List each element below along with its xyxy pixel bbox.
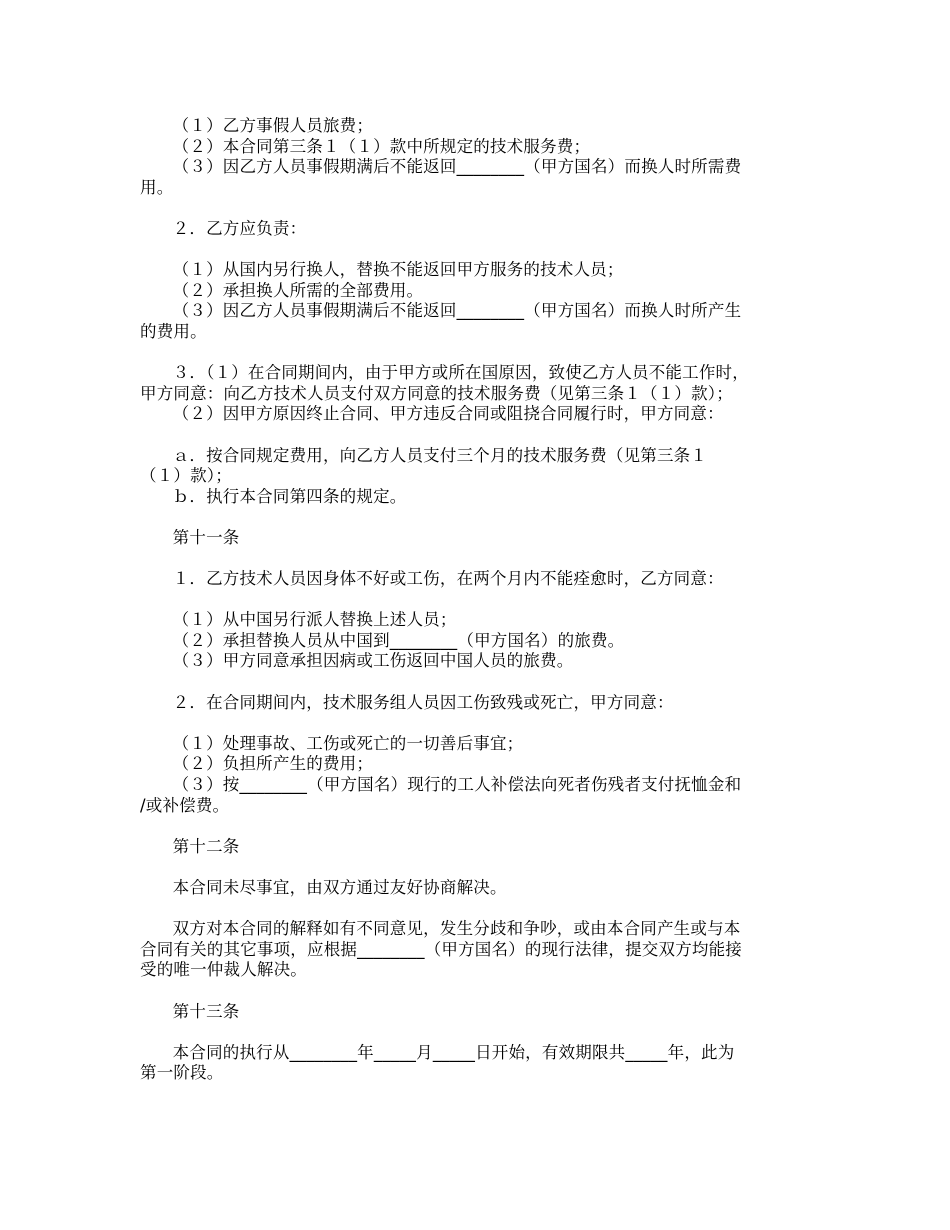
text-line: （３）按________（甲方国名）现行的工人补偿法向死者伤残者支付抚恤金和 xyxy=(140,775,742,794)
text-line: ３．（１）在合同期间内，由于甲方或所在国原因，致使乙方人员不能工作时， xyxy=(140,363,749,383)
text-line: ２．在合同期间内，技术服务组人员因工伤致残或死亡，甲方同意： xyxy=(140,692,674,712)
blank-line xyxy=(140,240,820,261)
section-heading: 第十三条 xyxy=(140,1001,240,1021)
text-line: 双方对本合同的解释如有不同意见，发生分歧和争吵，或由本合同产生或与本 xyxy=(140,919,741,939)
contract-text-body xyxy=(140,116,820,1084)
text-line: 受的唯一仲裁人解决。 xyxy=(140,960,307,980)
blank-line xyxy=(140,548,820,569)
text-line: （２）因甲方原因终止合同、甲方违反合同或阻挠合同履行时，甲方同意： xyxy=(140,404,724,424)
text-line: （２）承担换人所需的全部费用。 xyxy=(140,280,424,300)
text-line: （２）本合同第三条１（１）款中所规定的技术服务费； xyxy=(140,136,591,156)
text-line: （２）负担所产生的费用； xyxy=(140,754,374,774)
blank-line xyxy=(140,1022,820,1043)
text-line: １．乙方技术人员因身体不好或工伤，在两个月内不能痊愈时，乙方同意： xyxy=(140,569,724,589)
text-line: （２）承担替换人员从中国到________（甲方国名）的旅费。 xyxy=(140,630,625,650)
section-heading: 第十二条 xyxy=(140,836,240,856)
text-line: （３）甲方同意承担因病或工伤返回中国人员的旅费。 xyxy=(140,651,574,671)
text-line: 用。 xyxy=(140,177,174,197)
blank-line xyxy=(140,981,820,1002)
text-line: ｂ．执行本合同第四条的规定。 xyxy=(140,486,407,506)
text-line: ２．乙方应负责： xyxy=(140,218,307,238)
text-line: 第一阶段。 xyxy=(140,1063,224,1083)
text-line: 本合同未尽事宜，由双方通过友好协商解决。 xyxy=(140,877,507,897)
text-line: （３）因乙方人员事假期满后不能返回________（甲方国名）而换人时所产生 xyxy=(140,301,742,321)
blank-line xyxy=(140,857,820,878)
blank-line xyxy=(140,590,820,611)
text-line: （１）款）； xyxy=(140,466,232,486)
blank-line xyxy=(140,425,820,446)
blank-line xyxy=(140,672,820,693)
section-heading: 第十一条 xyxy=(140,527,240,547)
text-line: 的费用。 xyxy=(140,321,207,341)
text-line: /或补偿费。 xyxy=(140,795,230,815)
text-line: ａ．按合同规定费用，向乙方人员支付三个月的技术服务费（见第三条１ xyxy=(140,445,708,465)
text-line: 本合同的执行从________年_____月_____日开始，有效期限共_____年，此为 xyxy=(140,1042,735,1062)
blank-line xyxy=(140,343,820,364)
text-line: （１）处理事故、工伤或死亡的一切善后事宜； xyxy=(140,733,524,753)
blank-line xyxy=(140,198,820,219)
blank-line xyxy=(140,713,820,734)
blank-line xyxy=(140,816,820,837)
text-line: （１）从中国另行派人替换上述人员； xyxy=(140,610,457,630)
text-line: （１）乙方事假人员旅费； xyxy=(140,116,374,135)
text-line: 合同有关的其它事项，应根据________（甲方国名）的现行法律，提交双方均能接 xyxy=(140,939,742,959)
text-line: （３）因乙方人员事假期满后不能返回________（甲方国名）而换人时所需费 xyxy=(140,157,742,177)
blank-line xyxy=(140,507,820,528)
text-line: （１）从国内另行换人，替换不能返回甲方服务的技术人员； xyxy=(140,260,624,280)
text-line: 甲方同意：向乙方技术人员支付双方同意的技术服务费（见第三条１（１）款）； xyxy=(140,383,733,403)
blank-line xyxy=(140,899,820,920)
